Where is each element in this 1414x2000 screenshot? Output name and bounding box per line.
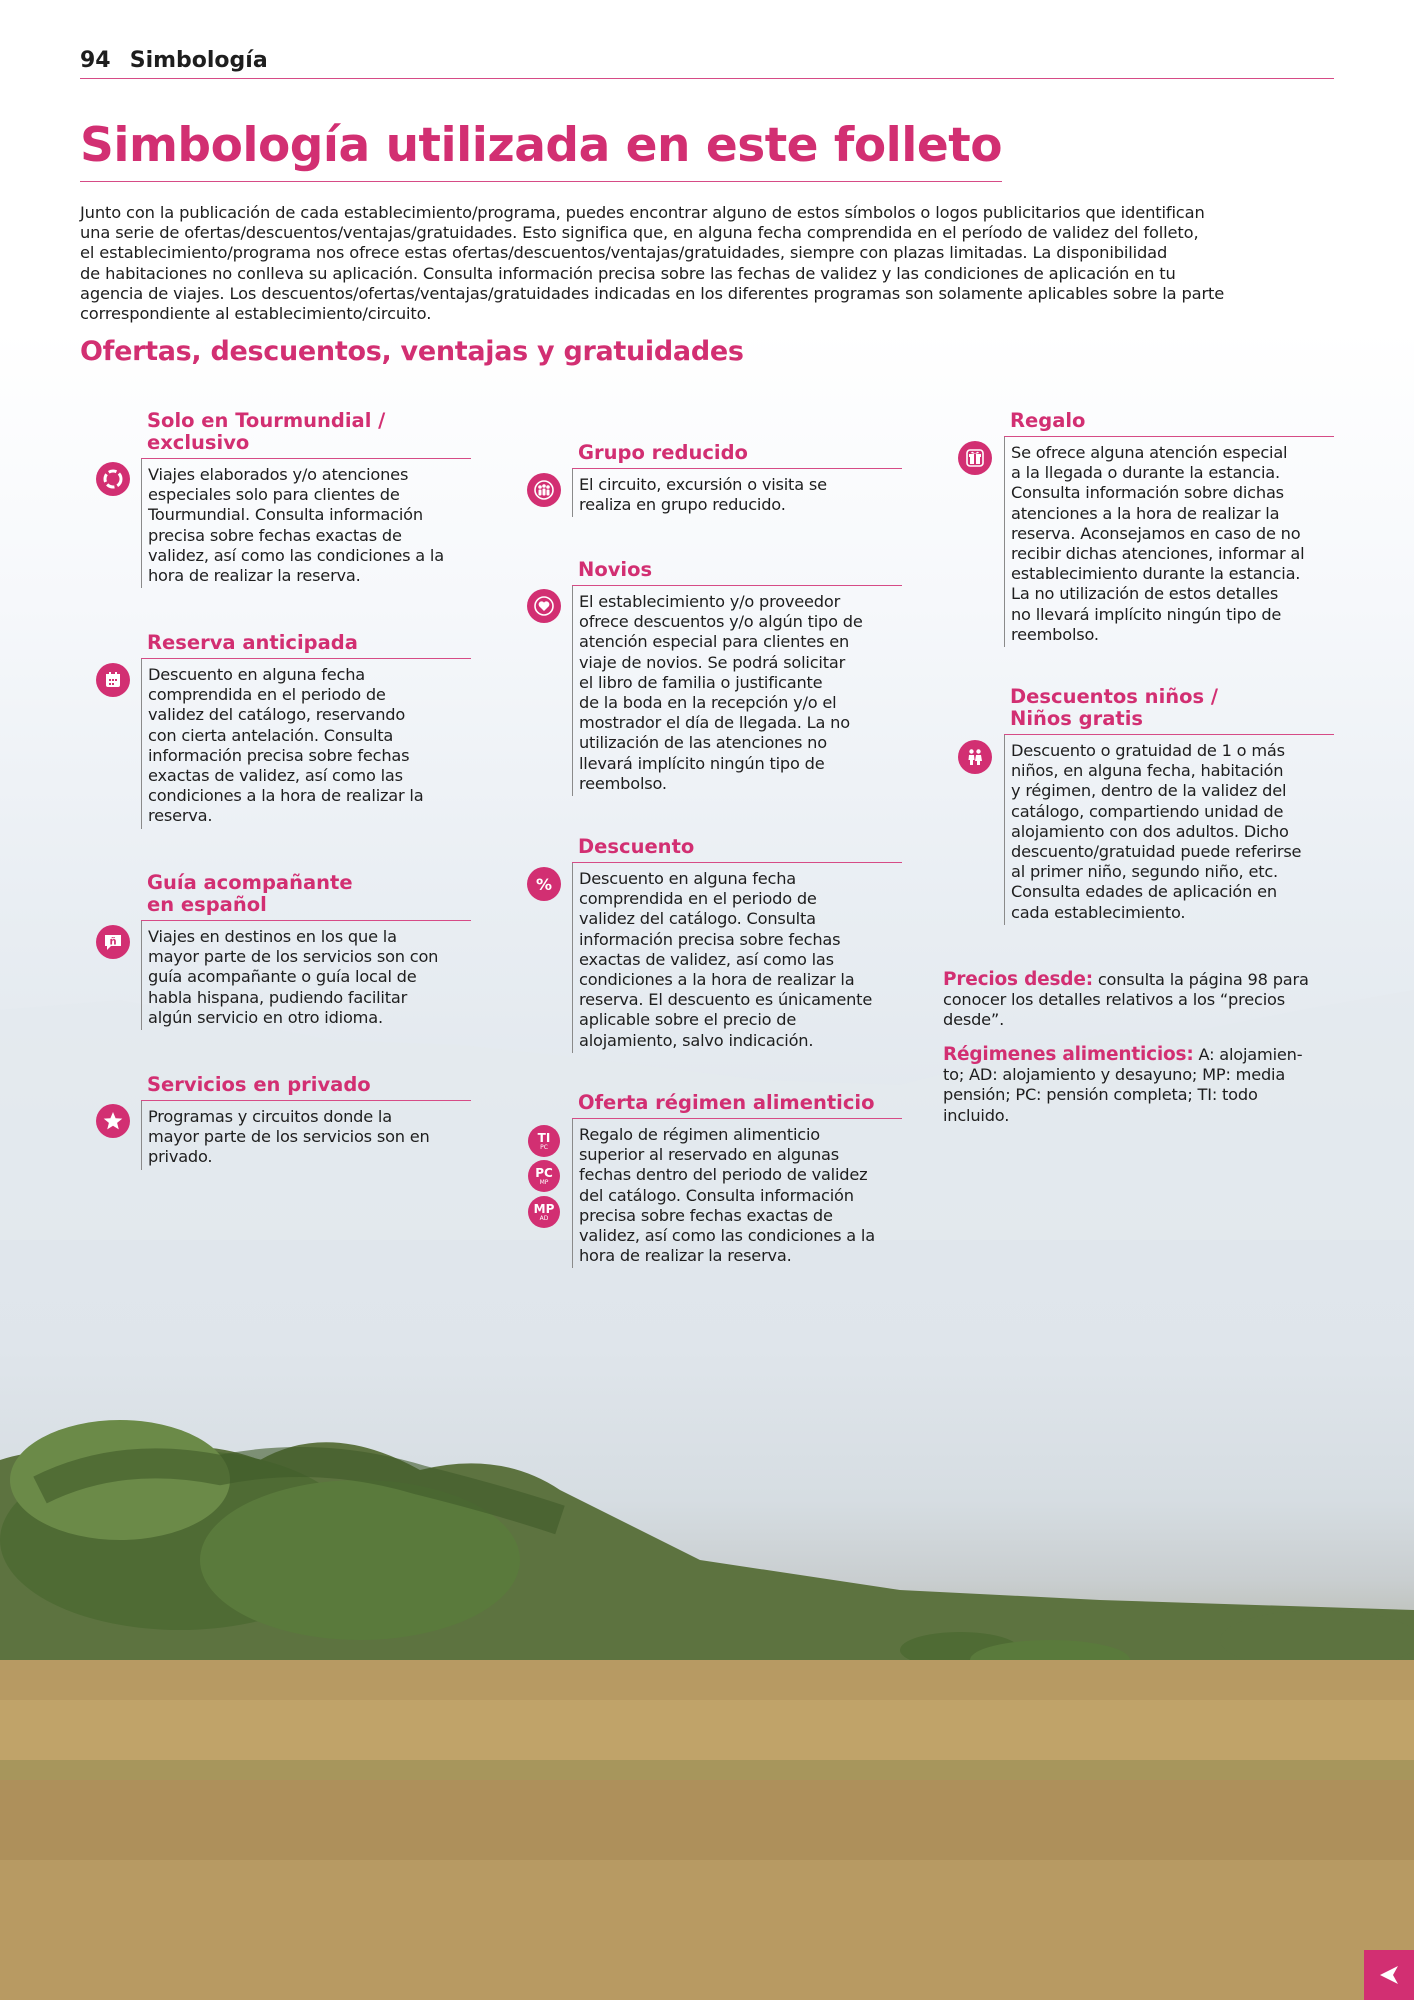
item-line: utilización de las atenciones no [579, 733, 827, 753]
item-line: hora de realizar la reserva. [148, 566, 361, 586]
item-line: aplicable sobre el precio de [579, 1010, 797, 1030]
item-line: niños, en alguna fecha, habitación [1011, 761, 1284, 781]
item-line: precisa sobre fechas exactas de [148, 525, 402, 545]
item-title: Grupo reducido [572, 442, 902, 469]
note-line: pensión; PC: pensión completa; TI: todo [943, 1085, 1258, 1105]
item-description [1004, 437, 1334, 647]
item-title: Oferta régimen alimenticio [572, 1092, 902, 1119]
item-line: El circuito, excursión o visita se [579, 475, 827, 494]
item-regalo [1004, 410, 1334, 647]
item-title-line: Niños gratis [1010, 707, 1144, 730]
note-regimenes [943, 1045, 1343, 1126]
item-guia-espanol [141, 872, 471, 1030]
note-line: incluido. [943, 1105, 1010, 1125]
item-line: especiales solo para clientes de [148, 485, 400, 505]
note-key: Régimenes alimenticios: [943, 1044, 1194, 1065]
back-arrow-icon [1376, 1962, 1402, 1988]
item-title-line: Solo en Tourmundial / [147, 409, 386, 432]
item-line: Viajes elaborados y/o atenciones [148, 465, 409, 484]
item-line: Tourmundial. Consulta información [148, 505, 423, 525]
item-line: mayor parte de los servicios son con [148, 947, 439, 967]
item-line: privado. [148, 1147, 213, 1167]
intro-line: agencia de viajes. Los descuentos/ofertas/ventajas/gratuidades indicadas en los diferentes programas son solamente aplicables sobre la parte [80, 283, 1225, 303]
intro-line: correspondiente al establecimiento/circuito. [80, 304, 432, 324]
item-line: Consulta edades de aplicación en [1011, 882, 1277, 902]
item-line: el libro de familia o justificante [579, 672, 823, 692]
intro-paragraph [80, 203, 1335, 324]
item-descuentos-ninos [1004, 686, 1334, 925]
section-subtitle: Ofertas, descuentos, ventajas y gratuidades [80, 336, 744, 367]
item-line: información precisa sobre fechas [579, 929, 841, 949]
intro-line: Junto con la publicación de cada establecimiento/programa, puedes encontrar alguno de estos símbolos o logos publicitarios que identifican [80, 203, 1205, 222]
item-description [572, 586, 902, 796]
tourmundial-logo-icon [96, 462, 130, 496]
item-line: recibir dichas atenciones, informar al [1011, 544, 1305, 564]
item-solo-tourmundial [141, 410, 471, 588]
note-key: Precios desde: [943, 969, 1093, 990]
item-line: reserva. El descuento es únicamente [579, 990, 873, 1010]
item-line: ofrece descuentos y/o algún tipo de [579, 612, 863, 632]
item-line: mayor parte de los servicios son en [148, 1127, 430, 1147]
item-line: catálogo, compartiendo unidad de [1011, 801, 1284, 821]
item-description [141, 459, 471, 588]
note-first-line [943, 970, 1343, 990]
item-line: habla hispana, pudiendo facilitar [148, 987, 408, 1007]
item-description [141, 1101, 471, 1170]
item-line: condiciones a la hora de realizar la [148, 786, 424, 806]
intro-line: una serie de ofertas/descuentos/ventajas/gratuidades. Esto significa que, en alguna fecha comprendida en el período de validez del folleto, [80, 223, 1199, 243]
item-line: al primer niño, segundo niño, etc. [1011, 862, 1279, 882]
item-line: no llevará implícito ningún tipo de [1011, 604, 1282, 624]
item-description [572, 469, 902, 517]
item-line: comprendida en el periodo de [579, 889, 817, 909]
item-title: Descuento [572, 836, 902, 863]
item-line: El establecimiento y/o proveedor [579, 592, 841, 611]
item-line: establecimiento durante la estancia. [1011, 564, 1301, 584]
spanish-guide-icon [96, 925, 130, 959]
note-text: A: alojamien- [1193, 1045, 1303, 1064]
badge-top-label: TI [537, 1130, 551, 1145]
item-line: reembolso. [579, 773, 667, 793]
item-line: Descuento en alguna fecha [148, 665, 366, 684]
badge-bottom-label: AD [539, 1214, 549, 1222]
item-title [141, 872, 471, 921]
item-line: validez, así como las condiciones a la [579, 1226, 875, 1246]
item-line: cada establecimiento. [1011, 902, 1186, 922]
item-title [141, 410, 471, 459]
item-title-line: Descuentos niños / [1010, 685, 1219, 708]
gift-icon [958, 441, 992, 475]
item-title [1004, 686, 1334, 735]
item-title: Reserva anticipada [141, 632, 471, 659]
item-line: guía acompañante o guía local de [148, 967, 417, 987]
section-name: Simbología [129, 48, 268, 73]
page-header [80, 48, 1334, 79]
item-title: Servicios en privado [141, 1074, 471, 1101]
calendar-icon [96, 663, 130, 697]
item-line: Consulta información sobre dichas [1011, 483, 1284, 503]
item-line: llevará implícito ningún tipo de [579, 753, 825, 773]
note-first-line [943, 1045, 1343, 1065]
note-line: to; AD: alojamiento y desayuno; MP: media [943, 1065, 1286, 1085]
item-line: reembolso. [1011, 624, 1099, 644]
item-servicios-privado [141, 1074, 471, 1170]
ti-pc-badge-icon [528, 1125, 560, 1157]
item-grupo-reducido [572, 442, 902, 517]
item-line: Regalo de régimen alimenticio [579, 1125, 821, 1144]
item-line: validez, así como las condiciones a la [148, 545, 444, 565]
item-line: mostrador el día de llegada. La no [579, 713, 850, 733]
item-line: validez del catálogo. Consulta [579, 909, 816, 929]
note-line: conocer los detalles relativos a los “precios [943, 990, 1285, 1010]
item-line: condiciones a la hora de realizar la [579, 970, 855, 990]
badge-top-label: MP [533, 1201, 555, 1216]
item-line: exactas de validez, así como las [148, 766, 403, 786]
item-line: descuento/gratuidad puede referirse [1011, 842, 1302, 862]
note-line: desde”. [943, 1010, 1005, 1030]
item-line: hora de realizar la reserva. [579, 1246, 792, 1266]
item-line: Programas y circuitos donde la [148, 1107, 392, 1126]
heart-icon [527, 589, 561, 623]
badge-bottom-label: MP [539, 1178, 549, 1186]
item-line: información precisa sobre fechas [148, 745, 410, 765]
item-line: Descuento o gratuidad de 1 o más [1011, 741, 1285, 760]
item-description [1004, 735, 1334, 925]
intro-line: de habitaciones no conlleva su aplicación. Consulta información precisa sobre las fechas de validez y las condiciones de aplicación en tu [80, 263, 1176, 283]
item-descuento [572, 836, 902, 1053]
item-line: viaje de novios. Se podrá solicitar [579, 652, 846, 672]
note-precios-desde [943, 970, 1343, 1031]
pc-mp-badge-icon [528, 1160, 560, 1192]
mp-ad-badge-icon [528, 1196, 560, 1228]
item-title: Regalo [1004, 410, 1334, 437]
badge-bottom-label: PC [540, 1143, 548, 1151]
item-line: atenciones a la hora de realizar la [1011, 503, 1280, 523]
badge-top-label: PC [535, 1165, 553, 1180]
item-oferta-regimen [572, 1092, 902, 1268]
item-title-line: Guía acompañante [147, 871, 353, 894]
item-line: validez del catálogo, reservando [148, 705, 406, 725]
item-line: y régimen, dentro de la validez del [1011, 781, 1287, 801]
item-line: superior al reservado en algunas [579, 1145, 840, 1165]
spanish-guide-glyph: ñ [109, 936, 117, 948]
group-icon [527, 473, 561, 507]
note-text: consulta la página 98 para [1092, 970, 1309, 989]
item-line: Se ofrece alguna atención especial [1011, 443, 1288, 462]
item-line: reserva. Aconsejamos en caso de no [1011, 523, 1301, 543]
back-button[interactable] [1364, 1950, 1414, 2000]
percent-icon [527, 867, 561, 901]
item-line: fechas dentro del periodo de validez [579, 1165, 868, 1185]
item-line: comprendida en el periodo de [148, 685, 386, 705]
item-title: Novios [572, 559, 902, 586]
page-title: Simbología utilizada en este folleto [80, 118, 1002, 182]
item-line: realiza en grupo reducido. [579, 495, 786, 515]
percent-glyph: % [535, 874, 553, 894]
page-number: 94 [80, 48, 111, 73]
item-line: del catálogo. Consulta información [579, 1185, 854, 1205]
item-reserva-anticipada [141, 632, 471, 829]
item-line: Descuento en alguna fecha [579, 869, 797, 888]
item-title-line: exclusivo [147, 431, 250, 454]
item-description [572, 1119, 902, 1268]
item-description [572, 863, 902, 1053]
item-title-line: en español [147, 893, 267, 916]
item-line: con cierta antelación. Consulta [148, 725, 394, 745]
item-line: alojamiento, salvo indicación. [579, 1030, 814, 1050]
item-line: atención especial para clientes en [579, 632, 850, 652]
item-description [141, 659, 471, 829]
item-line: a la llegada o durante la estancia. [1011, 463, 1280, 483]
item-line: alojamiento con dos adultos. Dicho [1011, 821, 1289, 841]
item-line: de la boda en la recepción y/o el [579, 693, 837, 713]
item-line: reserva. [148, 806, 213, 826]
item-description [141, 921, 471, 1030]
item-line: precisa sobre fechas exactas de [579, 1205, 833, 1225]
item-line: Viajes en destinos en los que la [148, 927, 397, 946]
intro-line: el establecimiento/programa nos ofrece estas ofertas/descuentos/ventajas/gratuidades, siempre con plazas limitadas. La disponibilidad [80, 243, 1168, 263]
item-novios [572, 559, 902, 796]
item-line: La no utilización de estos detalles [1011, 584, 1279, 604]
children-icon [958, 740, 992, 774]
item-line: algún servicio en otro idioma. [148, 1007, 383, 1027]
item-line: exactas de validez, así como las [579, 949, 834, 969]
star-icon [96, 1104, 130, 1138]
